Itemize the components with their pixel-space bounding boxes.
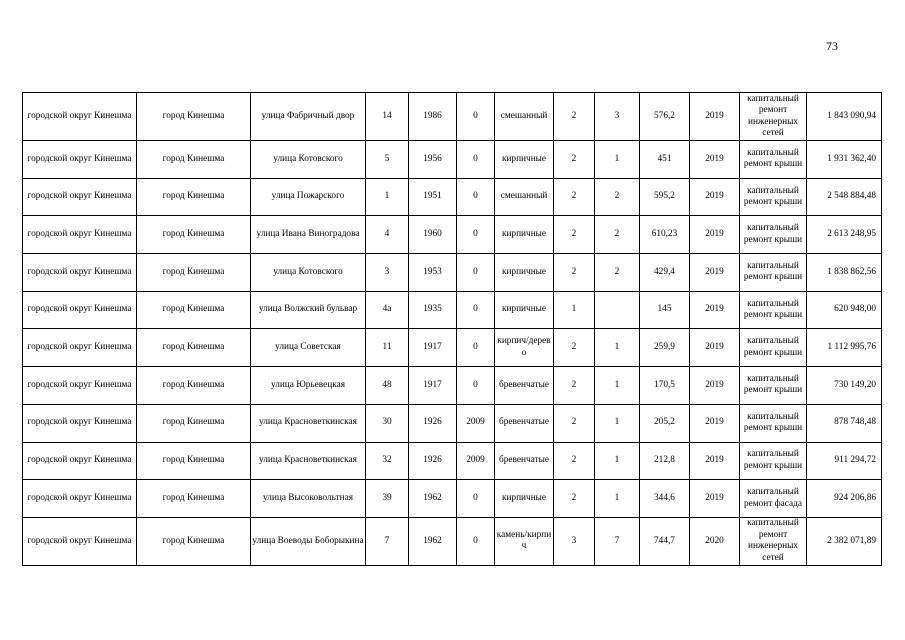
cost-cell: 1 112 995,76 [807,329,882,367]
wall-material-cell: бревенчатые [495,404,554,442]
entrances-cell: 2 [595,216,640,254]
reconstruction-year-cell: 2009 [457,404,495,442]
floors-cell: 2 [554,178,595,216]
area-cell: 344,6 [640,480,690,518]
work-type-cell: капитальный ремонт крыши [740,442,807,480]
cost-cell: 2 613 248,95 [807,216,882,254]
entrances-cell: 2 [595,254,640,292]
settlement-cell: город Кинешма [137,291,251,329]
plan-year-cell: 2019 [690,141,740,179]
built-year-cell: 1962 [409,480,457,518]
table-row [23,517,882,565]
built-year-cell: 1917 [409,367,457,405]
cost-cell: 924 206,86 [807,480,882,518]
street-cell: улица Высоковольтная [251,480,366,518]
house-number-cell: 14 [366,93,409,141]
reconstruction-year-cell: 0 [457,480,495,518]
built-year-cell: 1986 [409,93,457,141]
street-cell: улица Пожарского [251,178,366,216]
entrances-cell: 1 [595,480,640,518]
municipality-cell: городской округ Кинешма [23,404,137,442]
work-type-cell: капитальный ремонт крыши [740,291,807,329]
settlement-cell: город Кинешма [137,517,251,565]
built-year-cell: 1962 [409,517,457,565]
repair-registry-table [22,92,882,566]
entrances-cell: 1 [595,404,640,442]
table-row [23,178,882,216]
table-row [23,93,882,141]
floors-cell: 2 [554,404,595,442]
municipality-cell: городской округ Кинешма [23,93,137,141]
floors-cell: 2 [554,141,595,179]
plan-year-cell: 2019 [690,329,740,367]
wall-material-cell: кирпичные [495,141,554,179]
entrances-cell: 2 [595,178,640,216]
reconstruction-year-cell: 0 [457,517,495,565]
house-number-cell: 32 [366,442,409,480]
plan-year-cell: 2019 [690,404,740,442]
work-type-cell: капитальный ремонт крыши [740,367,807,405]
house-number-cell: 4а [366,291,409,329]
built-year-cell: 1926 [409,442,457,480]
entrances-cell [595,291,640,329]
cost-cell: 1 838 862,56 [807,254,882,292]
street-cell: улица Фабричный двор [251,93,366,141]
house-number-cell: 11 [366,329,409,367]
house-number-cell: 30 [366,404,409,442]
page-number: 73 [826,39,838,53]
house-number-cell: 3 [366,254,409,292]
built-year-cell: 1960 [409,216,457,254]
area-cell: 576,2 [640,93,690,141]
table-row [23,216,882,254]
floors-cell: 1 [554,291,595,329]
area-cell: 595,2 [640,178,690,216]
area-cell: 259,9 [640,329,690,367]
cost-cell: 2 548 884,48 [807,178,882,216]
entrances-cell: 7 [595,517,640,565]
settlement-cell: город Кинешма [137,178,251,216]
work-type-cell: капитальный ремонт крыши [740,404,807,442]
wall-material-cell: камень/кирпич [495,517,554,565]
settlement-cell: город Кинешма [137,404,251,442]
registry-body [23,93,882,566]
municipality-cell: городской округ Кинешма [23,141,137,179]
settlement-cell: город Кинешма [137,329,251,367]
table-row [23,254,882,292]
house-number-cell: 4 [366,216,409,254]
work-type-cell: капитальный ремонт крыши [740,329,807,367]
cost-cell: 1 931 362,40 [807,141,882,179]
municipality-cell: городской округ Кинешма [23,367,137,405]
settlement-cell: город Кинешма [137,93,251,141]
table-row [23,442,882,480]
area-cell: 170,5 [640,367,690,405]
municipality-cell: городской округ Кинешма [23,480,137,518]
wall-material-cell: смешанный [495,93,554,141]
street-cell: улица Воеводы Боборыкина [251,517,366,565]
entrances-cell: 3 [595,93,640,141]
table-row [23,329,882,367]
entrances-cell: 1 [595,367,640,405]
municipality-cell: городской округ Кинешма [23,329,137,367]
reconstruction-year-cell: 0 [457,367,495,405]
municipality-cell: городской округ Кинешма [23,517,137,565]
floors-cell: 2 [554,367,595,405]
built-year-cell: 1951 [409,178,457,216]
plan-year-cell: 2019 [690,93,740,141]
municipality-cell: городской округ Кинешма [23,291,137,329]
wall-material-cell: кирпичные [495,216,554,254]
plan-year-cell: 2019 [690,178,740,216]
built-year-cell: 1935 [409,291,457,329]
plan-year-cell: 2020 [690,517,740,565]
floors-cell: 2 [554,93,595,141]
wall-material-cell: смешанный [495,178,554,216]
settlement-cell: город Кинешма [137,254,251,292]
built-year-cell: 1956 [409,141,457,179]
table-row [23,141,882,179]
reconstruction-year-cell: 0 [457,291,495,329]
work-type-cell: капитальный ремонт крыши [740,141,807,179]
area-cell: 610,23 [640,216,690,254]
table-row [23,367,882,405]
area-cell: 212,8 [640,442,690,480]
wall-material-cell: кирпичные [495,291,554,329]
built-year-cell: 1917 [409,329,457,367]
plan-year-cell: 2019 [690,216,740,254]
plan-year-cell: 2019 [690,254,740,292]
reconstruction-year-cell: 0 [457,141,495,179]
wall-material-cell: бревенчатые [495,367,554,405]
area-cell: 145 [640,291,690,329]
reconstruction-year-cell: 0 [457,329,495,367]
reconstruction-year-cell: 2009 [457,442,495,480]
cost-cell: 620 948,00 [807,291,882,329]
entrances-cell: 1 [595,141,640,179]
plan-year-cell: 2019 [690,367,740,405]
street-cell: улица Юрьевецкая [251,367,366,405]
settlement-cell: город Кинешма [137,141,251,179]
floors-cell: 2 [554,254,595,292]
house-number-cell: 1 [366,178,409,216]
area-cell: 451 [640,141,690,179]
work-type-cell: капитальный ремонт инженерных сетей [740,93,807,141]
floors-cell: 2 [554,329,595,367]
cost-cell: 2 382 071,89 [807,517,882,565]
reconstruction-year-cell: 0 [457,93,495,141]
reconstruction-year-cell: 0 [457,178,495,216]
plan-year-cell: 2019 [690,442,740,480]
house-number-cell: 48 [366,367,409,405]
house-number-cell: 5 [366,141,409,179]
street-cell: улица Красноветкинская [251,404,366,442]
settlement-cell: город Кинешма [137,367,251,405]
area-cell: 429,4 [640,254,690,292]
built-year-cell: 1926 [409,404,457,442]
reconstruction-year-cell: 0 [457,216,495,254]
municipality-cell: городской округ Кинешма [23,178,137,216]
work-type-cell: капитальный ремонт крыши [740,178,807,216]
municipality-cell: городской округ Кинешма [23,254,137,292]
house-number-cell: 39 [366,480,409,518]
table-row [23,480,882,518]
street-cell: улица Котовского [251,141,366,179]
built-year-cell: 1953 [409,254,457,292]
wall-material-cell: бревенчатые [495,442,554,480]
street-cell: улица Советская [251,329,366,367]
floors-cell: 2 [554,480,595,518]
plan-year-cell: 2019 [690,291,740,329]
cost-cell: 911 294,72 [807,442,882,480]
municipality-cell: городской округ Кинешма [23,442,137,480]
municipality-cell: городской округ Кинешма [23,216,137,254]
work-type-cell: капитальный ремонт крыши [740,216,807,254]
table-row [23,291,882,329]
street-cell: улица Красноветкинская [251,442,366,480]
work-type-cell: капитальный ремонт фасада [740,480,807,518]
street-cell: улица Котовского [251,254,366,292]
settlement-cell: город Кинешма [137,480,251,518]
street-cell: улица Волжский бульвар [251,291,366,329]
entrances-cell: 1 [595,442,640,480]
table-row [23,404,882,442]
floors-cell: 3 [554,517,595,565]
reconstruction-year-cell: 0 [457,254,495,292]
wall-material-cell: кирпич/дерево [495,329,554,367]
cost-cell: 1 843 090,94 [807,93,882,141]
area-cell: 744,7 [640,517,690,565]
floors-cell: 2 [554,442,595,480]
plan-year-cell: 2019 [690,480,740,518]
area-cell: 205,2 [640,404,690,442]
work-type-cell: капитальный ремонт крыши [740,254,807,292]
entrances-cell: 1 [595,329,640,367]
settlement-cell: город Кинешма [137,216,251,254]
cost-cell: 730 149,20 [807,367,882,405]
work-type-cell: капитальный ремонт инженерных сетей [740,517,807,565]
settlement-cell: город Кинешма [137,442,251,480]
wall-material-cell: кирпичные [495,480,554,518]
floors-cell: 2 [554,216,595,254]
house-number-cell: 7 [366,517,409,565]
cost-cell: 878 748,48 [807,404,882,442]
street-cell: улица Ивана Виноградова [251,216,366,254]
wall-material-cell: кирпичные [495,254,554,292]
